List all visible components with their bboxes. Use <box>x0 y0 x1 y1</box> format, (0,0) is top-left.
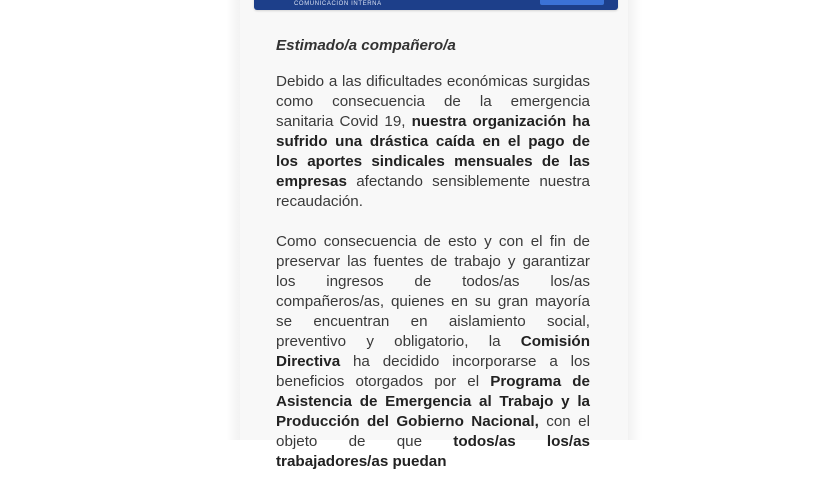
email-card <box>240 0 628 470</box>
paragraph-1-text-2: afectando sensiblemente nuestra recaudación. <box>276 173 590 210</box>
header-banner <box>254 0 618 10</box>
paragraph-1 <box>276 72 590 212</box>
paragraph-2-bold-1: Comisión Directiva <box>276 333 590 370</box>
greeting: Estimado/a compañero/a <box>276 37 456 54</box>
paragraph-2-bold-2: Programa de Asistencia de Emergencia al Trabajo y la Producción del Gobierno Nacional, <box>276 373 590 430</box>
page-shadow-right <box>628 0 642 440</box>
paragraph-2-text-3: con el objeto de que <box>276 413 590 450</box>
paragraph-1-bold-1: nuestra organización ha sufrido una drástica caída en el pago de los aportes sindicales mensuales de las empresas <box>276 113 590 190</box>
paragraph-2 <box>276 232 590 472</box>
paragraph-2-text-2: ha decidido incorporarse a los beneficios otorgados por el <box>276 353 590 390</box>
paragraph-2-bold-3: todos/as los/as trabajadores/as puedan <box>276 433 590 470</box>
paragraph-2-text-1: Como consecuencia de esto y con el fin de preservar las fuentes de trabajo y garantizar los ingresos de todos/as los/as compañeros/as, quienes en su gran mayoría se encuentran en aislamiento social, preventivo y obligatorio, la <box>276 233 590 350</box>
page-shadow-left <box>226 0 240 440</box>
email-body <box>276 36 590 492</box>
paragraph-1-text-1: Debido a las dificultades económicas surgidas como consecuencia de la emergencia sanitaria Covid 19, <box>276 73 590 130</box>
banner-subtitle: COMUNICACIÓN INTERNA <box>294 1 382 7</box>
banner-button[interactable] <box>540 0 604 5</box>
